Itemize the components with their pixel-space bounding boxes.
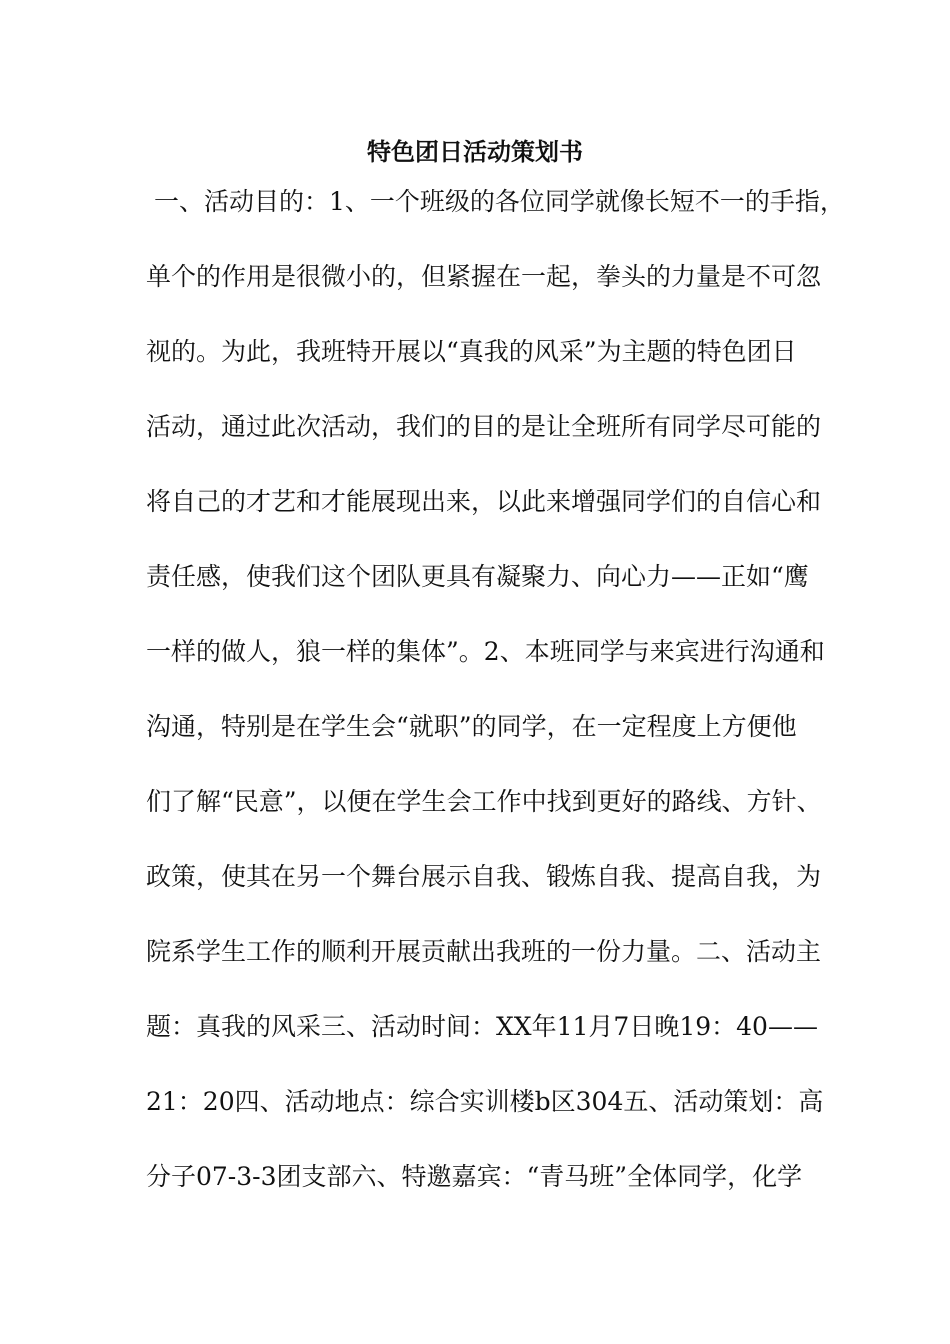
document-body [146,182,845,1232]
body-line-12: 题：真我的风采三、活动时间：XX年11月7日晚19：40—— [146,1012,818,1041]
document-title: 特色团日活动策划书 [367,137,583,166]
body-line-3: 视的。为此，我班特开展以“真我的风采”为主题的特色团日 [146,337,797,366]
body-line-5: 将自己的才艺和才能展现出来，以此来增强同学们的自信心和 [146,487,822,516]
body-line-10: 政策，使其在另一个舞台展示自我、锻炼自我、提高自我，为 [146,862,822,891]
body-line-14: 分子07-3-3团支部六、特邀嘉宾：“青马班”全体同学，化学 [146,1162,803,1191]
body-line-8: 沟通，特别是在学生会“就职”的同学，在一定程度上方便他 [146,712,797,741]
body-line-2: 单个的作用是很微小的，但紧握在一起，拳头的力量是不可忽 [146,262,822,291]
body-line-7: 一样的做人，狼一样的集体”。2、本班同学与来宾进行沟通和 [146,637,825,666]
body-line-4: 活动，通过此次活动，我们的目的是让全班所有同学尽可能的 [146,412,822,441]
body-line-11: 院系学生工作的顺利开展贡献出我班的一份力量。二、活动主 [146,937,822,966]
body-line-9: 们了解“民意”，以便在学生会工作中找到更好的路线、方针、 [146,787,822,816]
body-line-13: 21：20四、活动地点：综合实训楼b区304五、活动策划：高 [146,1087,824,1116]
body-line-1: 一、活动目的：1、一个班级的各位同学就像长短不一的手指， [154,187,845,216]
body-line-6: 责任感，使我们这个团队更具有凝聚力、向心力——正如“鹰 [146,562,809,591]
